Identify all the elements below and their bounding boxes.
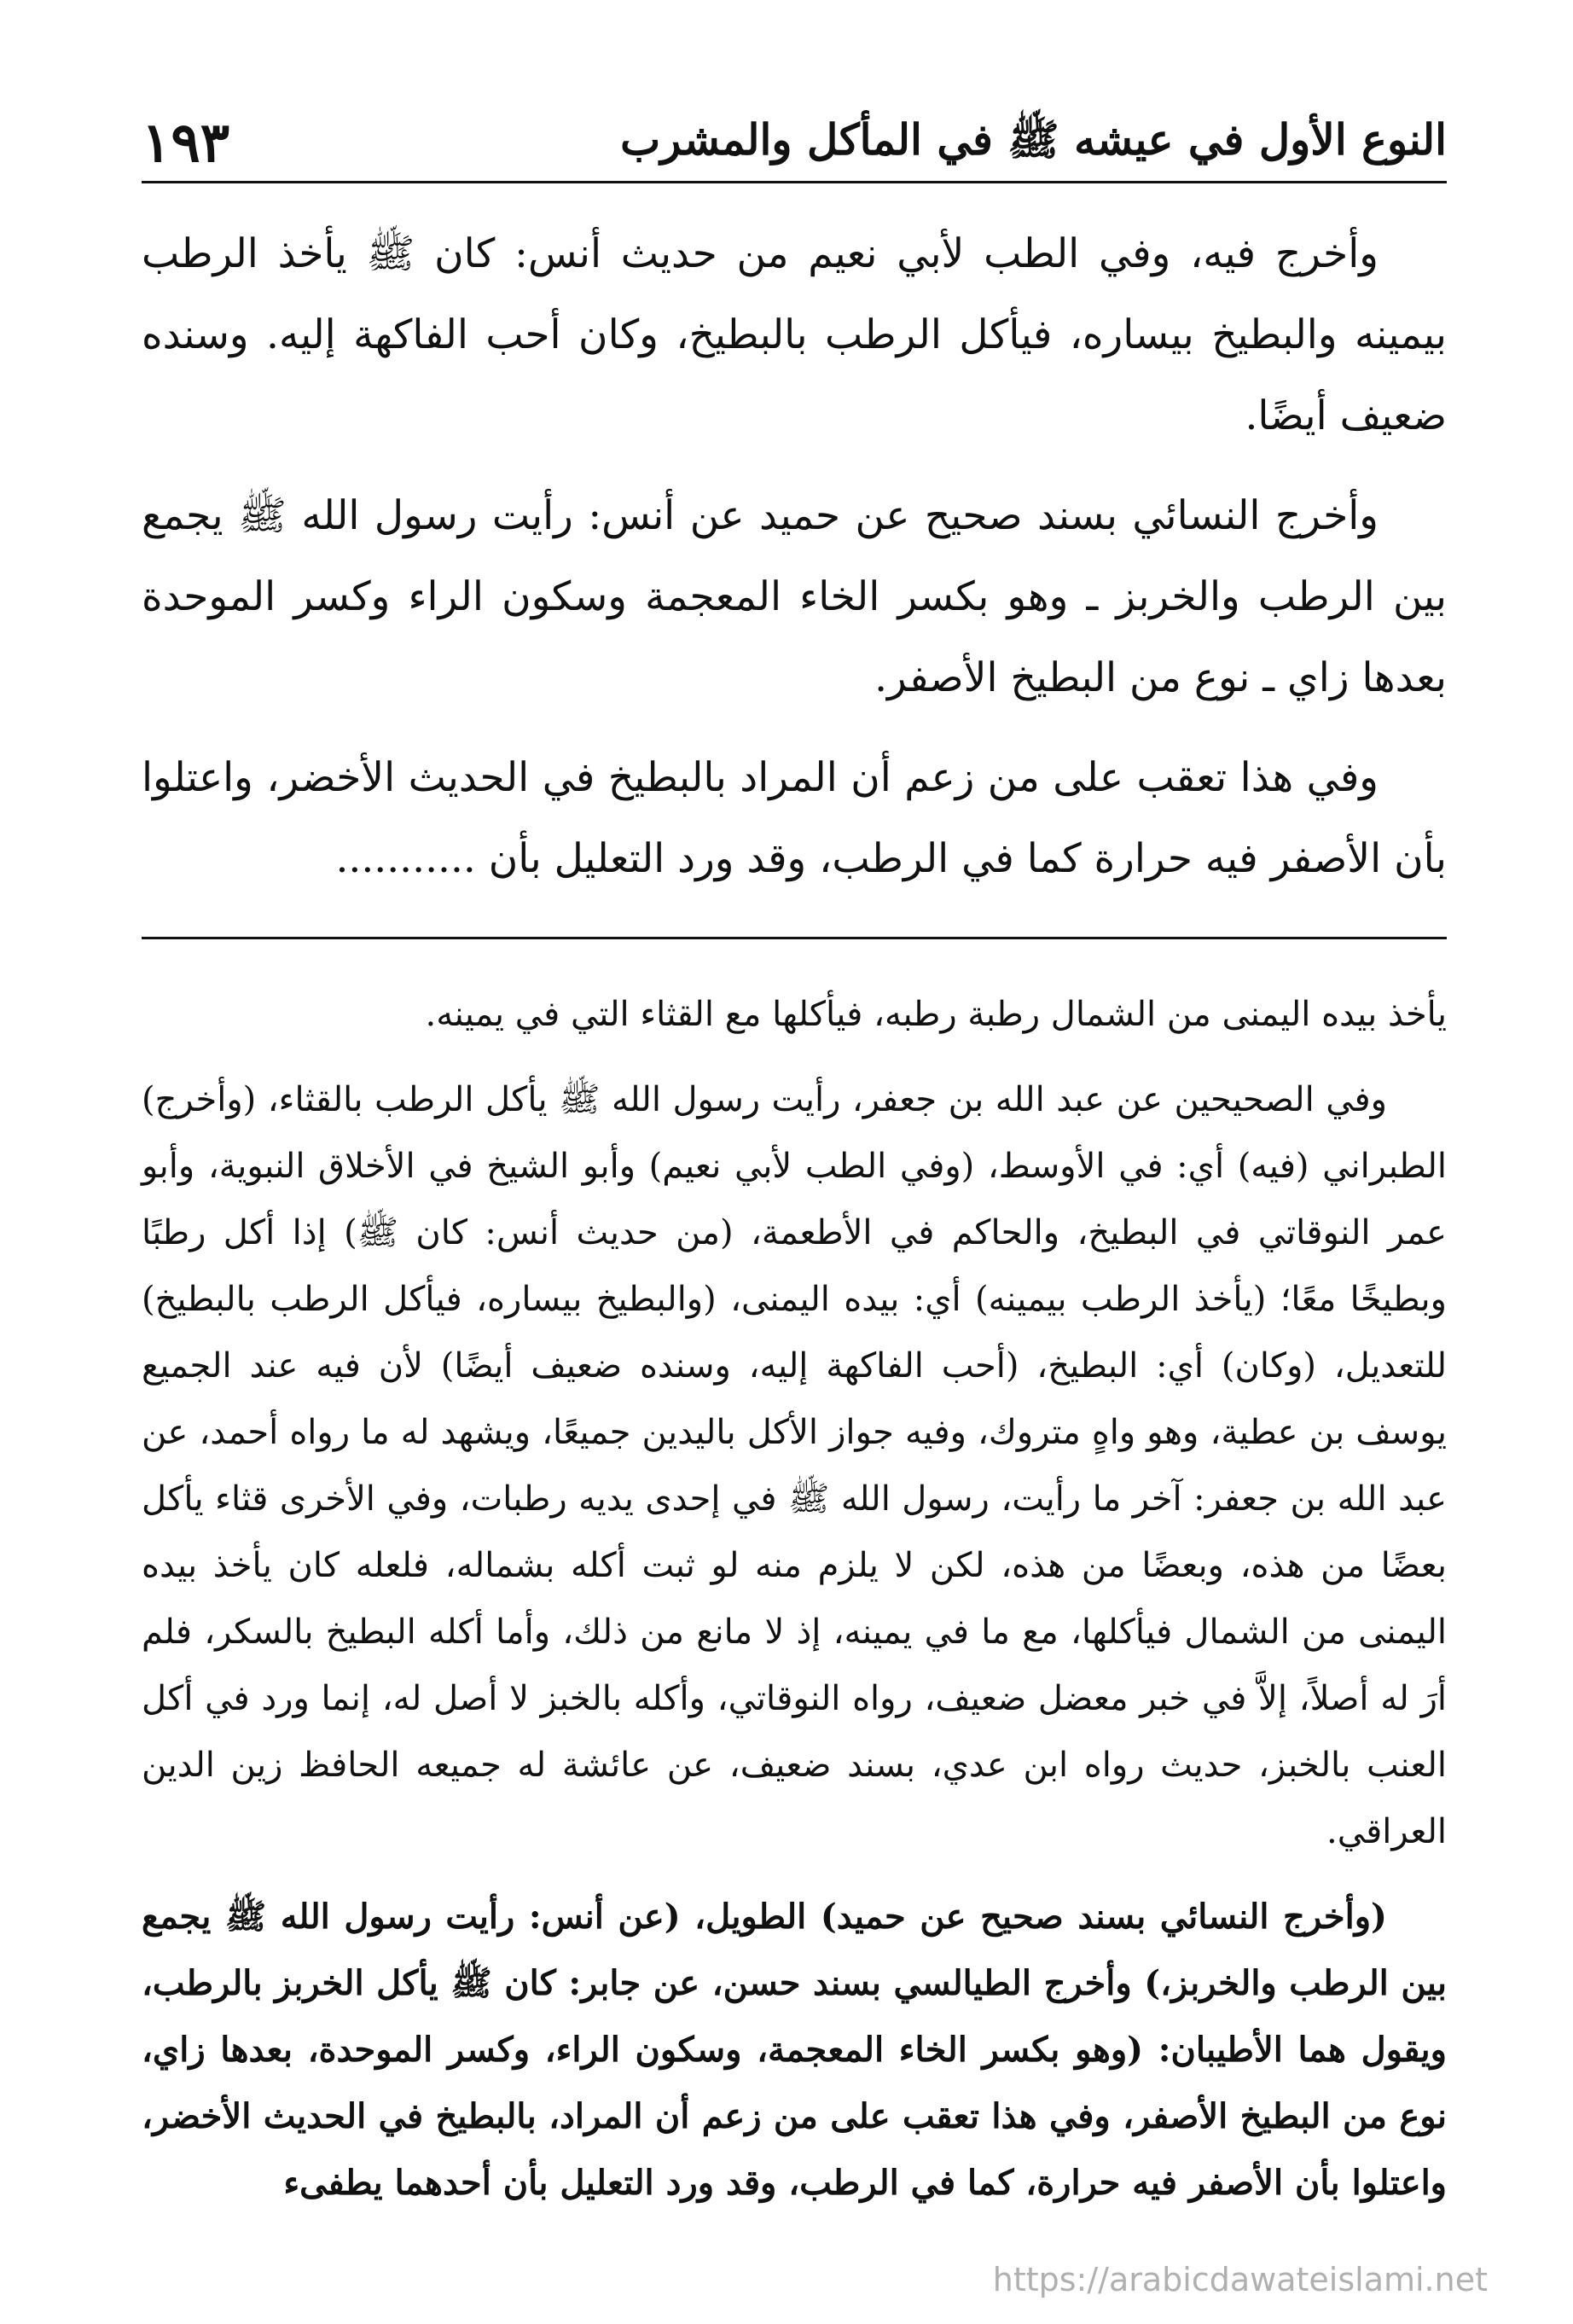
commentary-paragraph-2: وفي الصحيحين عن عبد الله بن جعفر، رأيت رسول الله ﷺ يأكل الرطب بالقثاء، (وأخرج) الطبراني (فيه) أي: في الأوسط، (وفي الطب لأبي نعيم) وأبو الشيخ في الأخلاق النبوية، وأبو عمر النوقاتي في البطيخ، والحاكم في الأطعمة، (من حديث أنس: كان ﷺ) إذا أكل رطبًا وبطيخًا معًا؛ (يأخذ الرطب بيمينه) أي: بيده اليمنى، (والبطيخ بيساره، فيأكل الرطب بالبطيخ) للتعديل، (وكان) أي: البطيخ، (أحب الفاكهة إليه، وسنده ضعيف أيضًا) لأن فيه عند الجميع يوسف بن عطية، وهو واهٍ متروك، وفيه جواز الأكل باليدين جميعًا، ويشهد له ما رواه أحمد، عن عبد الله بن جعفر: آخر ما رأيت، رسول الله ﷺ في إحدى يديه رطبات، وفي الأخرى قثاء يأكل بعضًا من هذه، وبعضًا من هذه، لكن لا يلزم منه لو ثبت أكله بشماله، فلعله كان يأخذ بيده اليمنى من الشمال فيأكلها، مع ما في يمينه، إذ لا مانع من ذلك، وأما أكله البطيخ بالسكر، فلم أرَ له أصلاً، إلاَّ في خبر معضل ضعيف، رواه النوقاتي، وأكله بالخبز لا أصل له، إنما ورد في أكل العنب بالخبز، حديث رواه ابن عدي، بسند ضعيف، عن عائشة له جميعه الحافظ زين الدين العراقي. bbox=[142, 1080, 1447, 1851]
main-paragraph-1: وأخرج فيه، وفي الطب لأبي نعيم من حديث أنس: كان ﷺ يأخذ الرطب بيمينه والبطيخ بيساره، فيأكل الرطب بالبطيخ، وكان أحب الفاكهة إليه. وسنده ضعيف أيضًا. bbox=[142, 230, 1447, 439]
footnote-rule bbox=[142, 937, 1447, 939]
running-title: النوع الأول في عيشه ﷺ في المأكل والمشرب bbox=[620, 114, 1447, 165]
header-rule bbox=[142, 181, 1447, 183]
continuation-dots: ........... bbox=[335, 835, 476, 882]
page-header bbox=[142, 102, 1447, 188]
watermark-url: https://arabicdawateislami.net bbox=[992, 2261, 1488, 2298]
main-paragraph-3 bbox=[142, 737, 1447, 899]
page-number: ١٩٣ bbox=[142, 111, 230, 175]
commentary-paragraph-1: يأخذ بيده اليمنى من الشمال رطبة رطبه، فيأكلها مع القثاء التي في يمينه. bbox=[425, 995, 1447, 1034]
commentary-text bbox=[142, 981, 1447, 2235]
commentary-paragraph-3: (وأخرج النسائي بسند صحيح عن حميد) الطويل، (عن أنس: رأيت رسول الله ﷺ يجمع بين الرطب والخربز،) وأخرج الطيالسي بسند حسن، عن جابر: كان ﷺ يأكل الخربز بالرطب، ويقول هما الأطيبان: (وهو بكسر الخاء المعجمة، وسكون الراء، وكسر الموحدة، بعدها زاي، نوع من البطيخ الأصفر، وفي هذا تعقب على من زعم أن المراد، بالبطيخ في الحديث الأخضر، واعتلوا بأن الأصفر فيه حرارة، كما في الرطب، وقد ورد التعليل بأن أحدهما يطفىء bbox=[142, 1897, 1447, 2203]
main-text bbox=[142, 213, 1447, 918]
main-paragraph-3-text: وفي هذا تعقب على من زعم أن المراد بالبطيخ في الحديث الأخضر، واعتلوا بأن الأصفر فيه حرارة كما في الرطب، وقد ورد التعليل بأن bbox=[142, 754, 1447, 882]
main-paragraph-2: وأخرج النسائي بسند صحيح عن حميد عن أنس: رأيت رسول الله ﷺ يجمع بين الرطب والخربز ـ وهو بكسر الخاء المعجمة وسكون الراء وكسر الموحدة بعدها زاي ـ نوع من البطيخ الأصفر. bbox=[142, 492, 1447, 701]
